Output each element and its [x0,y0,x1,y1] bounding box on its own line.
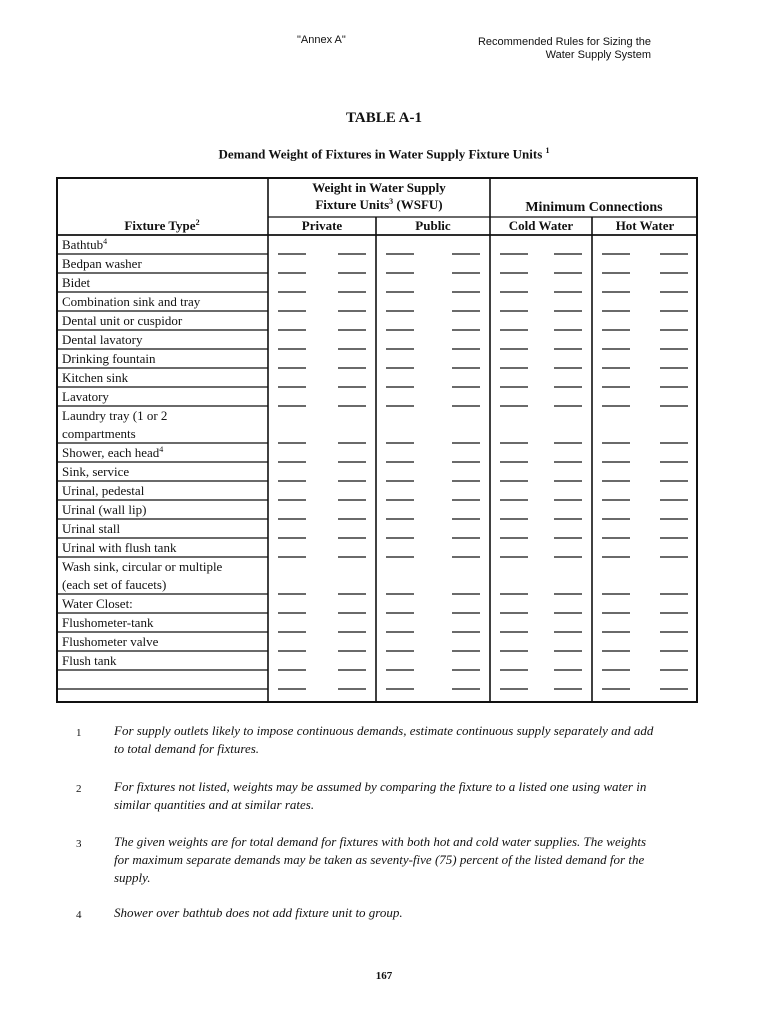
fixture-row-label: Laundry tray (1 or 2 [62,408,168,423]
weight-header-line-1: Weight in Water Supply [312,180,446,195]
fixture-row-label: Sink, service [62,464,130,479]
min-connections-header: Minimum Connections [525,200,663,215]
table-subtitle-footnote-ref: 1 [545,146,550,155]
fixture-row-label-continued: (each set of faucets) [62,577,167,592]
fixture-row-label: Drinking fountain [62,351,156,366]
header-title-line-1: Recommended Rules for Sizing the [477,36,651,48]
footnote-text: Shower over bathtub does not add fixture unit to group. [114,905,403,920]
fixture-row-label: Bedpan washer [62,256,142,271]
cold-water-header: Cold Water [508,218,574,233]
header-document-title [446,36,651,62]
fixture-row-label: Urinal stall [62,521,121,536]
footnote-number: 4 [76,909,82,921]
fixture-row-label: Bathtub$^4$ [62,237,108,252]
table-subtitle-text: Demand Weight of Fixtures in Water Supply Fixture Units [218,146,543,162]
fixture-row-label: Lavatory [62,389,109,404]
fixture-row-label-continued: compartments [62,426,136,441]
footnote-number: 3 [76,838,82,850]
fixture-row-label: Dental lavatory [62,332,143,347]
footnote-number: 1 [76,727,82,739]
header-annex-label: "Annex A" [297,34,346,46]
fixture-row-label: Shower, each head$^4$ [62,445,164,460]
fixture-row-label: Combination sink and tray [62,294,201,309]
fixture-row-label: Bidet [62,275,91,290]
fixture-row-label: Water Closet: [62,596,133,611]
fixture-type-header: Fixture Type$^2$ [124,218,200,233]
footnote-text: For fixtures not listed, weights may be assumed by comparing the fixture to a listed one using water in similar quantities and at similar rates. [114,779,647,812]
public-header: Public [415,218,451,233]
fixture-row-label: Flush tank [62,653,117,668]
footnote-number: 2 [76,783,82,795]
fixture-table [56,177,698,703]
hot-water-header: Hot Water [615,218,675,233]
fixture-row-label: Dental unit or cuspidor [62,313,183,328]
footnote-text: For supply outlets likely to impose continuous demands, estimate continuous supply separately and add to total demand for fixtures. [114,723,654,756]
fixture-row-label: Flushometer-tank [62,615,154,630]
table-subtitle [0,146,768,162]
fixture-row-label: Urinal, pedestal [62,483,145,498]
private-header: Private [301,218,343,233]
fixture-row-label: Urinal (wall lip) [62,502,147,517]
footnote-text: The given weights are for total demand for fixtures with both hot and cold water supplies. The weights for maximum separate demands may be taken as seventy-five (75) percent of the listed demand for the supply. [114,834,647,885]
weight-header-line-2: Fixture Units$^3$ (WSFU) [315,197,443,212]
fixture-row-label: Wash sink, circular or multiple [62,559,223,574]
fixture-row-label: Flushometer valve [62,634,159,649]
header-title-line-2: Water Supply System [545,49,651,61]
fixture-row-label: Kitchen sink [62,370,129,385]
fixture-row-label: Urinal with flush tank [62,540,177,555]
table-title: TABLE A-1 [346,110,422,126]
page-number: 167 [375,970,393,982]
